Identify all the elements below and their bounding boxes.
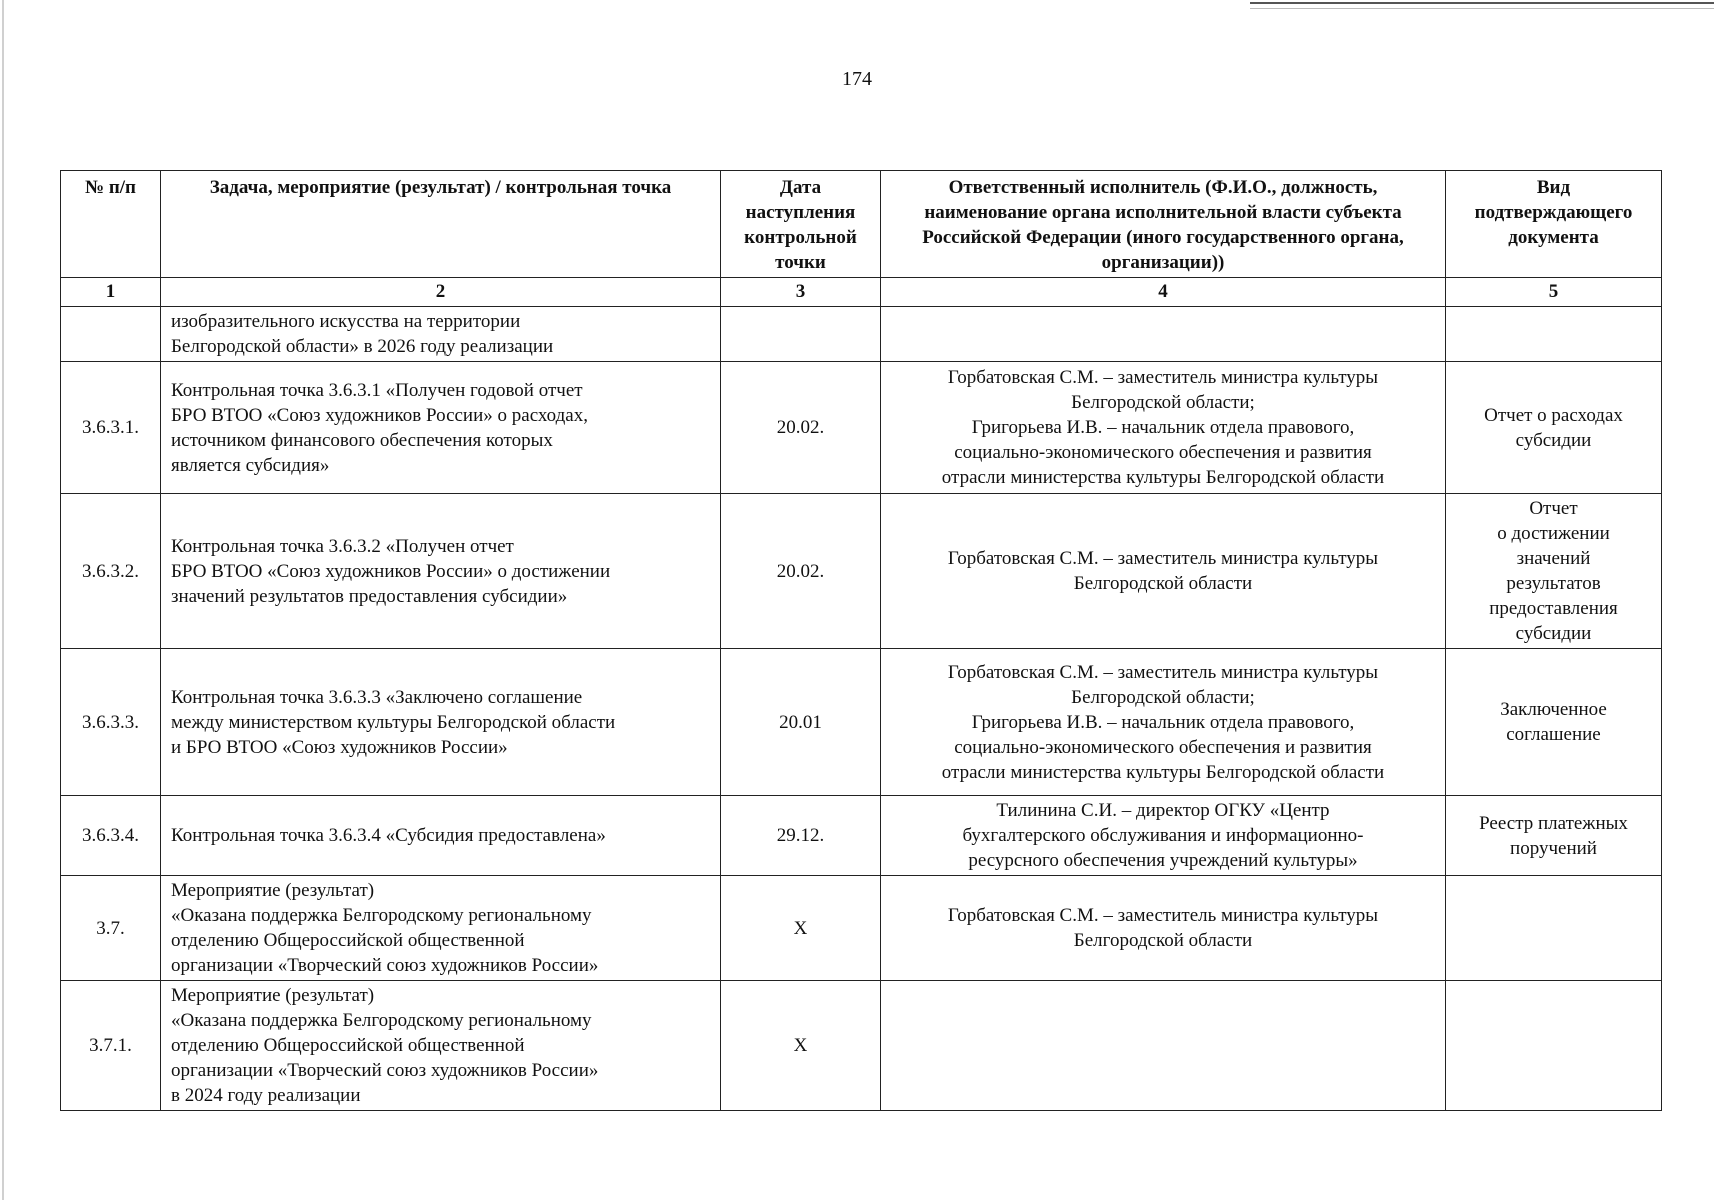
task-cell-line: организации «Творческий союз художников России» — [171, 955, 599, 976]
responsible-cell — [881, 494, 1446, 649]
task-cell — [161, 494, 721, 649]
document-cell-line: соглашение — [1506, 724, 1601, 745]
task-cell-line: изобразительного искусства на территории — [171, 311, 521, 332]
document-cell-line: поручений — [1510, 837, 1597, 859]
task-cell-line: в 2024 году реализации — [171, 1085, 361, 1106]
task-cell-line: Мероприятие (результат) — [171, 985, 375, 1006]
task-cell-line: Контрольная точка 3.6.3.4 «Субсидия предоставлена» — [171, 825, 606, 846]
responsible-cell-line: Горбатовская С.М. – заместитель министра культуры — [947, 367, 1379, 388]
task-cell-line: «Оказана поддержка Белгородскому региональному — [171, 1010, 592, 1031]
responsible-cell-line: Белгородской области; — [1071, 392, 1255, 413]
column-number: 2 — [161, 278, 721, 307]
scan-edge-top-secondary — [1250, 8, 1714, 9]
header-num: № п/п — [61, 171, 161, 278]
task-cell — [161, 649, 721, 796]
row-number: 3.6.3.3. — [61, 649, 161, 796]
date-cell: 29.12. — [721, 796, 881, 876]
table-row — [61, 649, 1662, 796]
responsible-cell-line: ресурсного обеспечения учреждений культуры» — [968, 850, 1358, 871]
header-date: Дата наступления контрольной точки — [721, 171, 881, 278]
date-cell: 20.02. — [721, 494, 881, 649]
task-cell-line: БРО ВТОО «Союз художников России» о достижении — [171, 560, 611, 582]
responsible-cell-line: социально-экономического обеспечения и развития — [954, 442, 1372, 463]
row-number — [61, 307, 161, 362]
task-cell-line: является субсидия» — [171, 454, 330, 476]
responsible-cell — [881, 649, 1446, 796]
task-cell-line: значений результатов предоставления субсидии» — [171, 585, 568, 607]
date-cell: 20.02. — [721, 362, 881, 494]
document-cell-line: Заключенное — [1500, 699, 1607, 720]
task-cell — [161, 307, 721, 362]
task-cell-line: отделению Общероссийской общественной — [171, 1035, 525, 1056]
table-row — [61, 981, 1662, 1111]
responsible-cell-line: Григорьева И.В. – начальник отдела правового, — [971, 417, 1355, 438]
document-cell — [1446, 876, 1662, 981]
table-row — [61, 307, 1662, 362]
date-cell: 20.01 — [721, 649, 881, 796]
header-task: Задача, мероприятие (результат) / контрольная точка — [161, 171, 721, 278]
header-responsible: Ответственный исполнитель (Ф.И.О., должность, наименование органа исполнительной власти субъекта Российской Федерации (иного государственного органа, организации)) — [881, 171, 1446, 278]
document-cell-line: Отчет — [1529, 498, 1578, 519]
document-cell-line: результатов — [1506, 573, 1601, 594]
task-cell-line: Мероприятие (результат) — [171, 880, 375, 901]
control-points-table — [60, 170, 1662, 1111]
row-number: 3.7. — [61, 876, 161, 981]
responsible-cell-line: Горбатовская С.М. – заместитель министра культуры — [947, 905, 1379, 926]
table-header-row — [61, 171, 1662, 278]
task-cell — [161, 796, 721, 876]
date-cell: Х — [721, 876, 881, 981]
document-cell — [1446, 981, 1662, 1111]
responsible-cell — [881, 981, 1446, 1111]
document-cell-line: значений — [1516, 548, 1591, 569]
responsible-cell-line: отрасли министерства культуры Белгородской области — [941, 467, 1385, 488]
document-cell — [1446, 307, 1662, 362]
row-number: 3.6.3.4. — [61, 796, 161, 876]
column-number: 4 — [881, 278, 1446, 307]
responsible-cell — [881, 307, 1446, 362]
document-cell — [1446, 494, 1662, 649]
page-number: 174 — [842, 68, 872, 90]
task-cell — [161, 981, 721, 1111]
document-cell — [1446, 649, 1662, 796]
document-cell-line: субсидии — [1515, 623, 1592, 644]
document-cell-line: предоставления — [1489, 598, 1618, 619]
responsible-cell-line: Горбатовская С.М. – заместитель министра культуры — [947, 548, 1379, 569]
column-number: 1 — [61, 278, 161, 307]
responsible-cell-line: Белгородской области; — [1071, 686, 1255, 708]
row-number: 3.6.3.2. — [61, 494, 161, 649]
responsible-cell-line: бухгалтерского обслуживания и информационно- — [962, 825, 1364, 846]
scan-edge-top — [1250, 2, 1714, 4]
row-number: 3.6.3.1. — [61, 362, 161, 494]
task-cell-line: отделению Общероссийской общественной — [171, 930, 525, 951]
task-cell-line: Контрольная точка 3.6.3.2 «Получен отчет — [171, 535, 514, 557]
table-row — [61, 494, 1662, 649]
date-cell — [721, 307, 881, 362]
date-cell: Х — [721, 981, 881, 1111]
task-cell — [161, 876, 721, 981]
responsible-cell — [881, 796, 1446, 876]
document-cell — [1446, 796, 1662, 876]
table-row — [61, 796, 1662, 876]
table-row — [61, 876, 1662, 981]
responsible-cell-line: Горбатовская С.М. – заместитель министра культуры — [947, 661, 1379, 683]
task-cell-line: источником финансового обеспечения которых — [171, 429, 553, 451]
task-cell-line: БРО ВТОО «Союз художников России» о расходах, — [171, 404, 588, 426]
task-cell-line: Контрольная точка 3.6.3.1 «Получен годовой отчет — [171, 379, 583, 401]
column-number-row — [61, 278, 1662, 307]
responsible-cell-line: Григорьева И.В. – начальник отдела правового, — [971, 711, 1355, 733]
responsible-cell-line: Тилинина С.И. – директор ОГКУ «Центр — [996, 800, 1330, 821]
responsible-cell-line: социально-экономического обеспечения и развития — [954, 736, 1372, 758]
document-cell-line: Отчет о расходах — [1484, 404, 1623, 426]
task-cell — [161, 362, 721, 494]
responsible-cell-line: Белгородской области — [1073, 573, 1253, 594]
task-cell-line: и БРО ВТОО «Союз художников России» — [171, 736, 508, 758]
responsible-cell — [881, 362, 1446, 494]
document-cell-line: субсидии — [1515, 429, 1592, 451]
scan-edge-left — [2, 0, 4, 1200]
document-cell-line: Реестр платежных — [1479, 812, 1628, 834]
responsible-cell-line: отрасли министерства культуры Белгородской области — [941, 761, 1385, 783]
row-number: 3.7.1. — [61, 981, 161, 1111]
responsible-cell — [881, 876, 1446, 981]
task-cell-line: Белгородской области» в 2026 году реализации — [171, 336, 554, 357]
column-number: 5 — [1446, 278, 1662, 307]
document-cell-line: о достижении — [1497, 523, 1610, 544]
table-row — [61, 362, 1662, 494]
task-cell-line: организации «Творческий союз художников России» — [171, 1060, 599, 1081]
task-cell-line: между министерством культуры Белгородской области — [171, 711, 616, 733]
table-body — [61, 307, 1662, 1111]
header-doc: Вид подтверждающего документа — [1446, 171, 1662, 278]
responsible-cell-line: Белгородской области — [1073, 930, 1253, 951]
task-cell-line: Контрольная точка 3.6.3.3 «Заключено соглашение — [171, 686, 583, 708]
task-cell-line: «Оказана поддержка Белгородскому региональному — [171, 905, 592, 926]
column-number: 3 — [721, 278, 881, 307]
document-cell — [1446, 362, 1662, 494]
